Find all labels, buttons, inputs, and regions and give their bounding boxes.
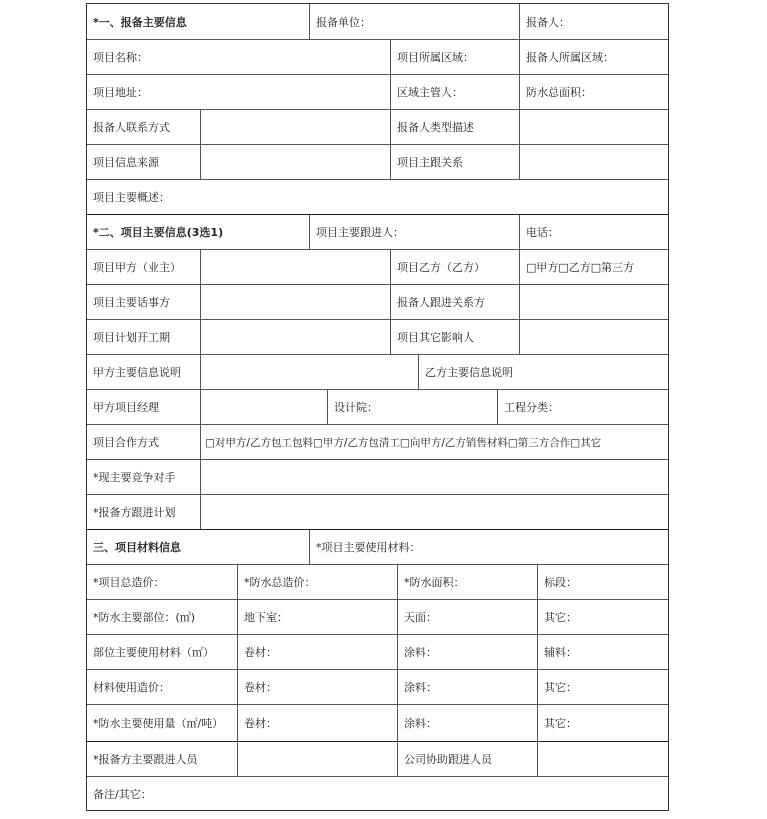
reporter-field[interactable]: 报备人： (519, 4, 668, 39)
project-region-field[interactable]: 项目所属区域： (390, 40, 519, 74)
reporter-contact-label: 报备人联系方式 (93, 121, 170, 134)
company-assist-label: 公司协助跟进人员 (397, 742, 537, 776)
competitor-input[interactable] (200, 460, 668, 494)
form-row (87, 704, 668, 741)
usage-other-field[interactable]: 其它： (537, 705, 668, 741)
waterproof-area-field[interactable]: *防水面积： (397, 565, 537, 599)
form-row (87, 634, 668, 669)
material-cost-label: 材料使用造价： (93, 681, 170, 694)
form-row (87, 4, 668, 39)
usage-coating-field[interactable]: 涂料： (397, 705, 537, 741)
main-materials-field[interactable]: *项目主要使用材料： (309, 530, 668, 564)
form-row (87, 389, 668, 424)
reporter-type-input[interactable] (519, 110, 668, 144)
reporter-contact-input[interactable] (200, 110, 390, 144)
cooperation-mode-checkboxes[interactable]: □对甲方/乙方包工包料□甲方/乙方包清工□向甲方/乙方销售材料□第三方合作□其它 (200, 425, 668, 459)
form-row (87, 144, 668, 179)
form-row (87, 776, 668, 810)
reporter-region-field[interactable]: 报备人所属区域： (519, 40, 668, 74)
parts-membrane-field[interactable]: 卷材： (237, 635, 397, 669)
form-row (87, 39, 668, 74)
main-follower-field[interactable]: 项目主要跟进人： (309, 215, 519, 249)
reporter-followers-input[interactable] (237, 742, 397, 776)
party-checkboxes[interactable]: □甲方□乙方□第三方 (519, 250, 668, 284)
form-row (87, 284, 668, 319)
form-row (87, 354, 668, 389)
section-3-heading: 三、项目材料信息 (93, 541, 181, 554)
form-row (87, 564, 668, 599)
waterproof-total-cost-field[interactable]: *防水总造价： (237, 565, 397, 599)
registration-form-table (86, 3, 669, 811)
project-total-cost-field[interactable]: *项目总造价： (93, 576, 165, 589)
project-name-field[interactable]: 项目名称： (93, 51, 148, 64)
party-a-pm-label: 甲方项目经理 (93, 401, 159, 414)
phone-field[interactable]: 电话： (519, 215, 668, 249)
basement-field[interactable]: 地下室： (237, 600, 397, 634)
party-a-info-label: 甲方主要信息说明 (93, 366, 181, 379)
section-lot-field[interactable]: 标段： (537, 565, 668, 599)
waterproof-parts-label: *防水主要部位：(㎡) (93, 611, 196, 624)
competitor-label: *现主要竞争对手 (93, 471, 176, 484)
main-relation-input[interactable] (519, 145, 668, 179)
form-row (87, 249, 668, 284)
form-row (87, 741, 668, 776)
form-row (87, 529, 668, 564)
follow-relation-label: 报备人跟进关系方 (390, 285, 519, 319)
decision-maker-label: 项目主要话事方 (93, 296, 170, 309)
form-row (87, 109, 668, 144)
party-b-info-field[interactable]: 乙方主要信息说明 (418, 355, 668, 389)
company-assist-input[interactable] (537, 742, 668, 776)
cost-other-field[interactable]: 其它： (537, 670, 668, 704)
form-row (87, 599, 668, 634)
roof-field[interactable]: 天面： (397, 600, 537, 634)
info-source-input[interactable] (200, 145, 390, 179)
parts-other-field[interactable]: 其它： (537, 600, 668, 634)
cost-coating-field[interactable]: 涂料： (397, 670, 537, 704)
form-row (87, 459, 668, 494)
project-summary-field[interactable]: 项目主要概述： (93, 191, 170, 204)
total-waterproof-area-field[interactable]: 防水总面积： (519, 75, 668, 109)
form-row (87, 424, 668, 459)
form-row (87, 494, 668, 529)
parts-materials-label: 部位主要使用材料（㎡） (93, 646, 214, 659)
project-category-field[interactable]: 工程分类： (497, 390, 668, 424)
form-row (87, 214, 668, 249)
main-relation-label: 项目主跟关系 (390, 145, 519, 179)
remarks-field[interactable]: 备注/其它： (93, 787, 152, 801)
usage-membrane-field[interactable]: 卷材： (237, 705, 397, 741)
follow-plan-input[interactable] (200, 495, 668, 529)
party-a-input[interactable] (200, 250, 390, 284)
planned-start-input[interactable] (200, 320, 390, 354)
parts-auxiliary-field[interactable]: 辅料： (537, 635, 668, 669)
reporting-unit-field[interactable]: 报备单位： (309, 4, 519, 39)
parts-coating-field[interactable]: 涂料： (397, 635, 537, 669)
form-row (87, 179, 668, 214)
reporter-type-label: 报备人类型描述 (390, 110, 519, 144)
project-address-field[interactable]: 项目地址： (93, 86, 148, 99)
planned-start-label: 项目计划开工期 (93, 331, 170, 344)
form-row (87, 669, 668, 704)
decision-maker-input[interactable] (200, 285, 390, 319)
section-1-heading: *一、报备主要信息 (93, 15, 187, 29)
region-manager-field[interactable]: 区域主管人： (390, 75, 519, 109)
form-row (87, 74, 668, 109)
party-b-label: 项目乙方（乙方） (390, 250, 519, 284)
form-row (87, 319, 668, 354)
follow-relation-input[interactable] (519, 285, 668, 319)
cooperation-mode-label: 项目合作方式 (93, 436, 159, 449)
design-institute-field[interactable]: 设计院： (327, 390, 497, 424)
reporter-followers-label: *报备方主要跟进人员 (93, 753, 198, 766)
section-2-heading: *二、项目主要信息(3选1) (93, 226, 224, 239)
waterproof-usage-label: *防水主要使用量（㎡/吨） (93, 717, 224, 730)
follow-plan-label: *报备方跟进计划 (93, 506, 176, 519)
party-a-label: 项目甲方（业主） (93, 261, 181, 274)
other-influencer-input[interactable] (519, 320, 668, 354)
party-a-pm-input[interactable] (200, 390, 327, 424)
cost-membrane-field[interactable]: 卷材： (237, 670, 397, 704)
other-influencer-label: 项目其它影响人 (390, 320, 519, 354)
info-source-label: 项目信息来源 (93, 156, 159, 169)
party-a-info-input[interactable] (200, 355, 418, 389)
